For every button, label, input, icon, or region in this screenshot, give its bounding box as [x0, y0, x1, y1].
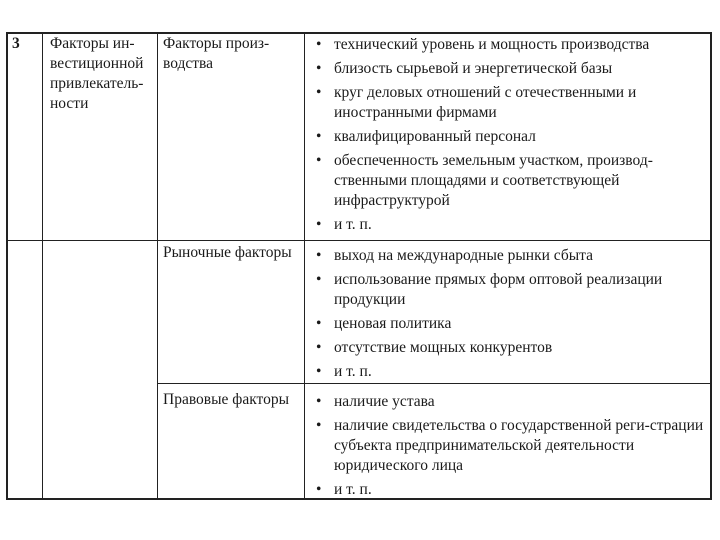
list-item: [310, 480, 710, 500]
list-item: [310, 215, 710, 235]
group-items-production: [310, 35, 710, 239]
item-text: круг деловых отношений с отечественными и иностранными фирмами: [334, 84, 637, 121]
item-text: отсутствие мощных конкурентов: [334, 339, 553, 356]
item-text: ценовая политика: [334, 315, 452, 332]
list-item: [310, 338, 710, 358]
bullet-icon: •: [316, 417, 322, 434]
item-text: обеспеченность земельным участком, производ-ственными площадями и соответствующей инфраструктурой: [334, 152, 653, 209]
row-divider-1: [6, 240, 712, 241]
table-border-right: [710, 32, 712, 500]
bullet-icon: •: [316, 84, 322, 101]
main-factor-label: Факторы ин-вестиционной привлекатель-ности: [50, 35, 144, 112]
list-item: [310, 416, 710, 476]
row-number: 3: [12, 35, 20, 52]
item-text: технический уровень и мощность производства: [334, 36, 650, 53]
item-text: и т. п.: [334, 363, 372, 380]
list-item: [310, 392, 710, 412]
group-items-legal: [310, 392, 710, 504]
bullet-icon: •: [316, 60, 322, 77]
bullet-icon: •: [316, 128, 322, 145]
group-items-market: [310, 246, 710, 386]
list-item: [310, 59, 710, 79]
list-item: [310, 35, 710, 55]
bullet-icon: •: [316, 481, 322, 498]
list-item: [310, 314, 710, 334]
list-item: [310, 246, 710, 266]
column-divider-2: [157, 32, 158, 500]
column-divider-3: [304, 32, 305, 500]
bullet-icon: •: [316, 339, 322, 356]
item-text: и т. п.: [334, 216, 372, 233]
item-text: выход на международные рынки сбыта: [334, 247, 593, 264]
list-item: [310, 127, 710, 147]
list-item: [310, 362, 710, 382]
item-text: использование прямых форм оптовой реализации продукции: [334, 271, 663, 308]
item-text: близость сырьевой и энергетической базы: [334, 60, 613, 77]
bullet-icon: •: [316, 315, 322, 332]
group-name-market: Рыночные факторы: [163, 244, 292, 261]
item-text: наличие свидетельства о государственной реги-страции субъекта предпринимательской деятельности юридического лица: [334, 417, 704, 474]
list-item: [310, 151, 710, 211]
list-item: [310, 83, 710, 123]
bullet-icon: •: [316, 271, 322, 288]
table-border-left: [6, 32, 8, 500]
list-item: [310, 270, 710, 310]
bullet-icon: •: [316, 152, 322, 169]
bullet-icon: •: [316, 216, 322, 233]
item-text: и т. п.: [334, 481, 372, 498]
group-name-legal: Правовые факторы: [163, 391, 290, 408]
item-text: квалифицированный персонал: [334, 128, 536, 145]
bullet-icon: •: [316, 36, 322, 53]
bullet-icon: •: [316, 247, 322, 264]
bullet-icon: •: [316, 393, 322, 410]
group-name-production: Факторы произ-водства: [163, 35, 270, 72]
column-divider-1: [42, 32, 43, 500]
item-text: наличие устава: [334, 393, 435, 410]
bullet-icon: •: [316, 363, 322, 380]
